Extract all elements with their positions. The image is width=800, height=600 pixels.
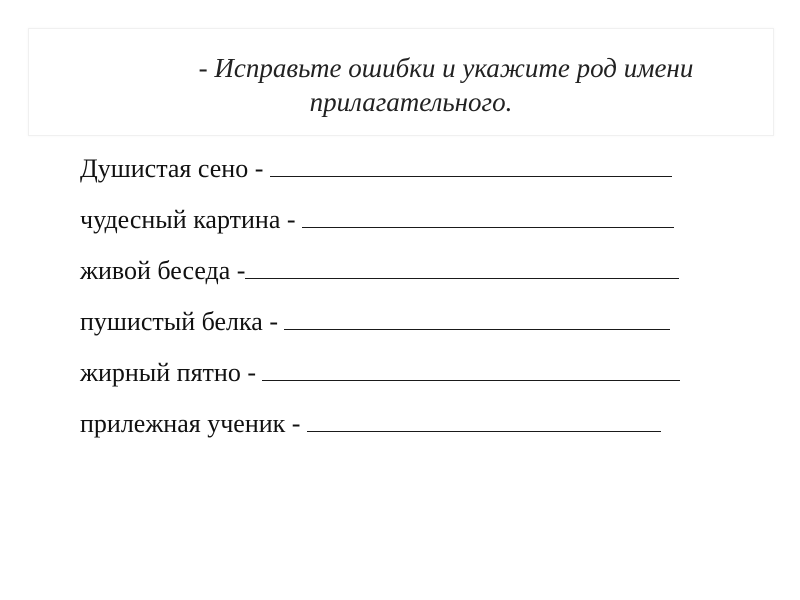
- exercise-item-chudesny-kartina: [80, 199, 760, 250]
- exercise-phrase: прилежная ученик -: [80, 409, 307, 438]
- exercise-list: [80, 148, 760, 454]
- exercise-phrase: Душистая сено -: [80, 154, 270, 183]
- exercise-item-prilezhnaya-uchenik: [80, 403, 760, 454]
- instruction-box: [28, 28, 774, 136]
- exercise-phrase: жирный пятно -: [80, 358, 263, 387]
- instruction-line-1: - Исправьте ошибки и укажите род имени: [198, 53, 694, 83]
- answer-blank[interactable]: [284, 301, 670, 330]
- exercise-phrase: живой беседа -: [80, 256, 246, 285]
- answer-blank[interactable]: [245, 250, 679, 279]
- exercise-item-dushistaya-seno: [80, 148, 760, 199]
- answer-blank[interactable]: [307, 403, 661, 432]
- instruction-line-2: прилагательного.: [309, 87, 513, 117]
- exercise-item-pushisty-belka: [80, 301, 760, 352]
- instruction-title: [29, 51, 773, 119]
- exercise-item-zhirny-pyatno: [80, 352, 760, 403]
- exercise-phrase: чудесный картина -: [80, 205, 303, 234]
- answer-blank[interactable]: [302, 199, 674, 228]
- exercise-phrase: пушистый белка -: [80, 307, 285, 336]
- exercise-item-zhivoy-beseda: [80, 250, 760, 301]
- answer-blank[interactable]: [270, 148, 672, 177]
- answer-blank[interactable]: [262, 352, 680, 381]
